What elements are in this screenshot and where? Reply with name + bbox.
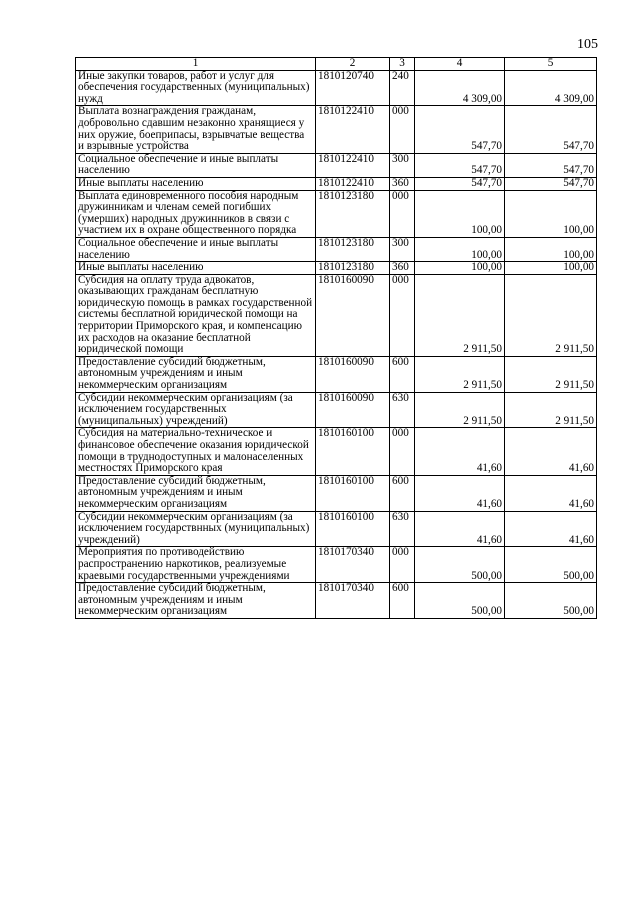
row-description: Иные выплаты населению <box>76 262 316 275</box>
table-row <box>76 70 597 106</box>
table-row <box>76 190 597 237</box>
row-amount-col4: 41,60 <box>415 428 505 475</box>
row-target-code: 1810122410 <box>316 153 390 177</box>
row-description: Субсидия на материально-техническое и финансовое обеспечение оказания юридической помощи в труднодоступных и малонаселенных местностях Приморского края <box>76 428 316 475</box>
row-description: Иные закупки товаров, работ и услуг для обеспечения государственных (муниципальных) нужд <box>76 70 316 106</box>
header-col-4: 4 <box>415 58 505 71</box>
row-amount-col5: 547,70 <box>505 153 597 177</box>
row-amount-col5: 2 911,50 <box>505 392 597 428</box>
header-col-2: 2 <box>316 58 390 71</box>
row-target-code: 1810160100 <box>316 511 390 547</box>
row-amount-col5: 2 911,50 <box>505 356 597 392</box>
row-amount-col5: 547,70 <box>505 106 597 153</box>
table-row <box>76 106 597 153</box>
row-amount-col5: 2 911,50 <box>505 274 597 356</box>
row-description: Субсидии некоммерческим организациям (за исключением государственных (муниципальных) учреждений) <box>76 392 316 428</box>
row-amount-col4: 4 309,00 <box>415 70 505 106</box>
row-target-code: 1810123180 <box>316 237 390 261</box>
row-amount-col5: 41,60 <box>505 428 597 475</box>
row-expense-type: 000 <box>390 106 415 153</box>
row-description: Мероприятия по противодействию распространению наркотиков, реализуемые краевыми государственными учреждениями <box>76 547 316 583</box>
row-description: Иные выплаты населению <box>76 177 316 190</box>
row-target-code: 1810120740 <box>316 70 390 106</box>
row-amount-col5: 4 309,00 <box>505 70 597 106</box>
row-expense-type: 600 <box>390 583 415 619</box>
row-amount-col4: 2 911,50 <box>415 392 505 428</box>
table-row <box>76 511 597 547</box>
row-expense-type: 600 <box>390 356 415 392</box>
row-description: Выплата вознаграждения гражданам, добровольно сдавшим незаконно хранящиеся у них оружие, боеприпасы, взрывчатые вещества и взрывные устройства <box>76 106 316 153</box>
row-description: Предоставление субсидий бюджетным, автономным учреждениям и иным некоммерческим организациям <box>76 583 316 619</box>
row-target-code: 1810123180 <box>316 262 390 275</box>
row-amount-col4: 100,00 <box>415 237 505 261</box>
row-target-code: 1810160100 <box>316 475 390 511</box>
row-target-code: 1810123180 <box>316 190 390 237</box>
table-header-row <box>76 58 597 71</box>
row-amount-col4: 500,00 <box>415 547 505 583</box>
row-description: Социальное обеспечение и иные выплаты населению <box>76 153 316 177</box>
row-expense-type: 000 <box>390 428 415 475</box>
row-amount-col4: 41,60 <box>415 511 505 547</box>
row-expense-type: 630 <box>390 392 415 428</box>
row-target-code: 1810160090 <box>316 274 390 356</box>
row-amount-col5: 100,00 <box>505 237 597 261</box>
row-expense-type: 240 <box>390 70 415 106</box>
row-target-code: 1810122410 <box>316 106 390 153</box>
row-expense-type: 630 <box>390 511 415 547</box>
row-amount-col4: 2 911,50 <box>415 356 505 392</box>
row-description: Выплата единовременного пособия народным дружинникам и членам семей погибших (умерших) народных дружинников в связи с участием их в охране общественного порядка <box>76 190 316 237</box>
table-row <box>76 392 597 428</box>
row-amount-col4: 100,00 <box>415 262 505 275</box>
row-target-code: 1810122410 <box>316 177 390 190</box>
row-amount-col5: 500,00 <box>505 547 597 583</box>
row-amount-col4: 500,00 <box>415 583 505 619</box>
table-row <box>76 475 597 511</box>
row-target-code: 1810160090 <box>316 356 390 392</box>
row-description: Предоставление субсидий бюджетным, автономным учреждениям и иным некоммерческим организациям <box>76 356 316 392</box>
row-target-code: 1810160100 <box>316 428 390 475</box>
row-expense-type: 000 <box>390 274 415 356</box>
row-expense-type: 360 <box>390 177 415 190</box>
budget-table <box>75 57 597 619</box>
row-description: Предоставление субсидий бюджетным, автономным учреждениям и иным некоммерческим организациям <box>76 475 316 511</box>
row-description: Субсидия на оплату труда адвокатов, оказывающих гражданам бесплатную юридическую помощь в рамках государственной системы бесплатной юридической помощи на территории Приморского края, и компенсацию их расходов на оказание бесплатной юридической помощи <box>76 274 316 356</box>
table-row <box>76 262 597 275</box>
row-target-code: 1810170340 <box>316 583 390 619</box>
table-row <box>76 177 597 190</box>
row-expense-type: 000 <box>390 190 415 237</box>
row-expense-type: 600 <box>390 475 415 511</box>
row-expense-type: 300 <box>390 153 415 177</box>
row-amount-col5: 100,00 <box>505 190 597 237</box>
row-amount-col4: 547,70 <box>415 153 505 177</box>
row-expense-type: 300 <box>390 237 415 261</box>
table-row <box>76 547 597 583</box>
row-description: Субсидии некоммерческим организациям (за исключением государствнных (муниципальных) учреждений) <box>76 511 316 547</box>
header-col-5: 5 <box>505 58 597 71</box>
row-amount-col5: 547,70 <box>505 177 597 190</box>
row-amount-col4: 100,00 <box>415 190 505 237</box>
table-row <box>76 583 597 619</box>
row-description: Социальное обеспечение и иные выплаты населению <box>76 237 316 261</box>
row-amount-col5: 41,60 <box>505 511 597 547</box>
table-row <box>76 153 597 177</box>
header-col-1: 1 <box>76 58 316 71</box>
table-row <box>76 237 597 261</box>
row-amount-col4: 41,60 <box>415 475 505 511</box>
row-amount-col4: 547,70 <box>415 177 505 190</box>
row-amount-col5: 100,00 <box>505 262 597 275</box>
table-row <box>76 356 597 392</box>
row-amount-col4: 2 911,50 <box>415 274 505 356</box>
header-col-3: 3 <box>390 58 415 71</box>
table-row <box>76 428 597 475</box>
row-amount-col5: 41,60 <box>505 475 597 511</box>
page-number: 105 <box>577 37 598 52</box>
row-amount-col5: 500,00 <box>505 583 597 619</box>
row-amount-col4: 547,70 <box>415 106 505 153</box>
row-expense-type: 360 <box>390 262 415 275</box>
row-target-code: 1810170340 <box>316 547 390 583</box>
row-expense-type: 000 <box>390 547 415 583</box>
row-target-code: 1810160090 <box>316 392 390 428</box>
table-row <box>76 274 597 356</box>
